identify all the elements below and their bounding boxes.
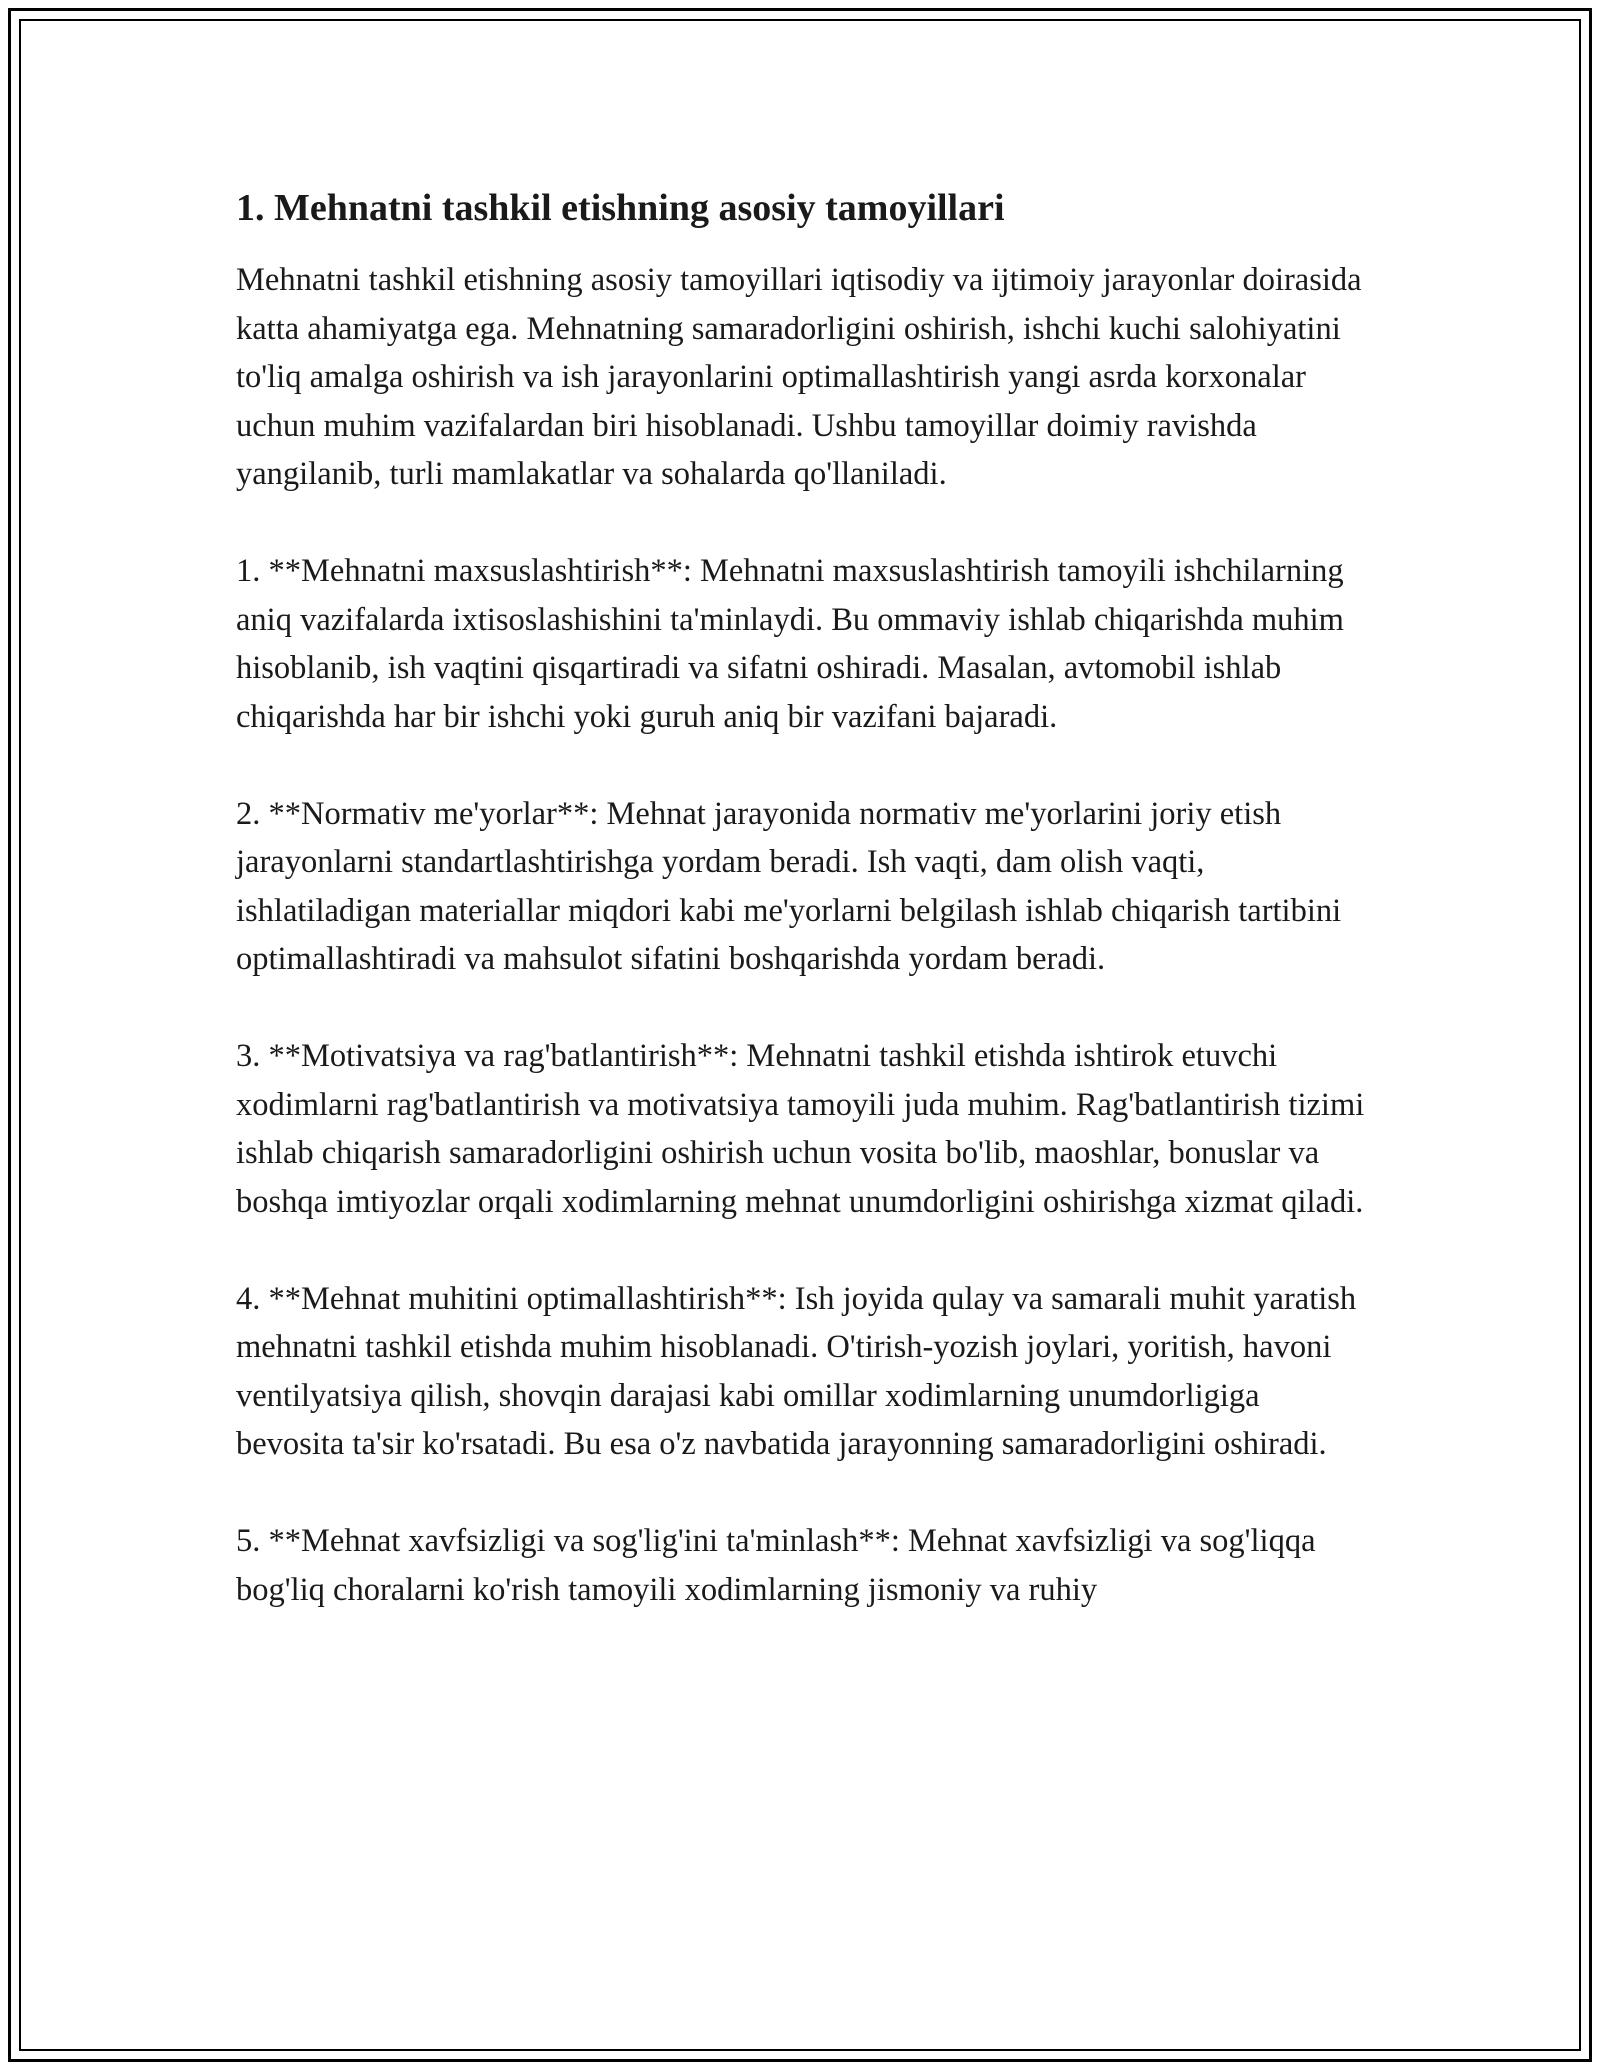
- intro-paragraph: Mehnatni tashkil etishning asosiy tamoyillari iqtisodiy va ijtimoiy jarayonlar doirasida katta ahamiyatga ega. Mehnatning samaradorligini oshirish, ishchi kuchi salohiyatini to'liq amalga oshirish va ish jarayonlarini optimallashtirish yangi asrda korxonalar uchun muhim vazifalardan biri hisoblanadi. Ushbu tamoyillar doimiy ravishda yangilanib, turli mamlakatlar va sohalarda qo'llaniladi.: [236, 262, 1362, 492]
- section-heading: 1. Mehnatni tashkil etishning asosiy tamoyillari: [236, 187, 1005, 229]
- principle-paragraph-4: 4. **Mehnat muhitini optimallashtirish**: Ish joyida qulay va samarali muhit yaratish mehnatni tashkil etishda muhim hisoblanadi. O'tirish-yozish joylari, yoritish, havoni ventilyatsiya qilish, shovqin darajasi kabi omillar xodimlarning unumdorligiga bevosita ta'sir ko'rsatadi. Bu esa o'z navbatida jarayonning samaradorligini oshiradi.: [236, 1280, 1357, 1462]
- principle-paragraph-2: 2. **Normativ me'yorlar**: Mehnat jarayonida normativ me'yorlarini joriy etish jarayonlarni standartlashtirishga yordam beradi. Ish vaqti, dam olish vaqti, ishlatiladigan materiallar miqdori kabi me'yorlarni belgilash ishlab chiqarish tartibini optimallashtiradi va mahsulot sifatini boshqarishda yordam beradi.: [236, 795, 1342, 977]
- principle-paragraph-1: 1. **Mehnatni maxsuslashtirish**: Mehnatni maxsuslashtirish tamoyili ishchilarning aniq vazifalarda ixtisoslashishini ta'minlaydi. Bu ommaviy ishlab chiqarishda muhim hisoblanib, ish vaqtini qisqartiradi va sifatni oshiradi. Masalan, avtomobil ishlab chiqarishda har bir ishchi yoki guruh aniq bir vazifani bajaradi.: [236, 553, 1344, 735]
- principle-paragraph-3: 3. **Motivatsiya va rag'batlantirish**: Mehnatni tashkil etishda ishtirok etuvchi xodimlarni rag'batlantirish va motivatsiya tamoyili juda muhim. Rag'batlantirish tizimi ishlab chiqarish samaradorligini oshirish uchun vosita bo'lib, maoshlar, bonuslar va boshqa imtiyozlar orqali xodimlarning mehnat unumdorligini oshirishga xizmat qiladi.: [236, 1038, 1365, 1220]
- document-body: [236, 184, 1376, 1614]
- principle-paragraph-5: 5. **Mehnat xavfsizligi va sog'lig'ini ta'minlash**: Mehnat xavfsizligi va sog'liqqa bog'liq choralarni ko'rish tamoyili xodimlarning jismoniy va ruhiy: [236, 1523, 1316, 1608]
